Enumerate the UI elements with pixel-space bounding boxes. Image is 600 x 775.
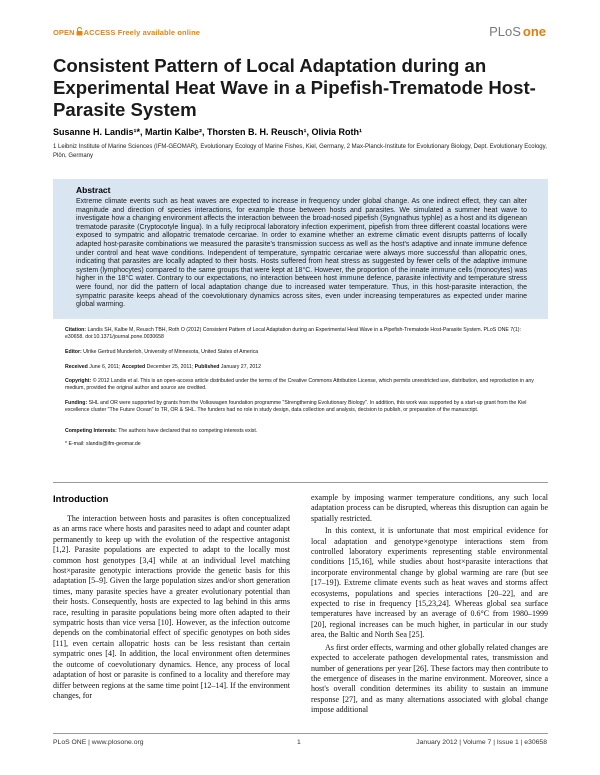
one-logo-text: one xyxy=(522,24,546,39)
accepted-label: Accepted xyxy=(121,364,146,370)
footer-issue: January 2012 | Volume 7 | Issue 1 | e30658 xyxy=(416,739,547,746)
article-title: Consistent Pattern of Local Adaptation during an Experimental Heat Wave in a Pipefish-Trematode Host-Parasite System xyxy=(53,55,536,120)
intro-paragraph-2: In this context, it is unfortunate that most empirical evidence for local adaptation and genotype×genotype interactions stem from controlled laboratory experiments representing stable environmental conditions [15,16], while studies about host×parasite interactions that incorporate environmental change by global warming are rare (but see [17–19]). Extreme climate events such as heat waves and storms affect ecosystems, populations and species interactions [20–22], and are expected to rise in frequency [15,23,24]. Whereas global sea surface temperatures have increased by an average of 0.6°C from 1980–1999 [20], regional increases can be much higher, in particular in our study area, the Baltic and North Sea [25]. xyxy=(311,526,548,640)
affiliations: 1 Leibniz Institute of Marine Sciences (IFM-GEOMAR), Evolutionary Ecology of Marine Fishes, Kiel, Germany, 2 Max-Planck-Institute for Evolutionary Biology, Dept. Evolutionary Ecology, Plön, Germany xyxy=(53,144,547,159)
citation-text: Landis SH, Kalbe M, Reusch TBH, Roth O (2012) Consistent Pattern of Local Adaptation during an Experimental Heat Wave in a Pipefish-Trematode Host-Parasite System. PLoS ONE 7(1): e30658. doi:10.1371/journal.pone.0030658 xyxy=(65,327,521,341)
intro-paragraph-3: As first order effects, warming and other globally related changes are expected to accelerate pathogen developmental rates, transmission and number of generations per year [26]. These factors may then contribute to the emergence of diseases in the marine environment. Moreover, since a host's overall condition determines its ability to sustain an immune response [27], and as many alternations associated with global change impose additional xyxy=(311,642,548,715)
plos-one-logo xyxy=(489,24,546,39)
plos-logo-text: PLoS xyxy=(489,24,521,39)
published-date: January 27, 2012 xyxy=(220,364,261,370)
received-date: June 6, 2011; xyxy=(89,364,121,370)
copyright-text: © 2012 Landis et al. This is an open-access article distributed under the terms of the Creative Commons Attribution License, which permits unrestricted use, distribution, and reproduction in any medium, provided the original author and source are credited. xyxy=(65,378,534,392)
received-label: Received xyxy=(65,364,88,370)
published-label: Published xyxy=(194,364,220,370)
copyright-line xyxy=(65,378,540,392)
accepted-date: December 25, 2011; xyxy=(146,364,194,370)
editor-line xyxy=(65,349,540,356)
footer-page-number: 1 xyxy=(297,739,301,746)
copyright-label: Copyright: xyxy=(65,378,92,384)
dates-line xyxy=(65,364,540,371)
abstract-text: Extreme climate events such as heat waves are expected to increase in frequency under global change. As one indirect effect, they can alter magnitude and direction of species interactions, for example those between hosts and parasites. We simulated a summer heat wave to investigate how a changing environment affects the interaction between the broad-nosed pipefish (Syngnathus typhle) as a host and its digenean trematode parasite (Cryptocotyle lingua). In a fully reciprocal laboratory infection experiment, pipefish from three different coastal locations were exposed to sympatric and allopatric trematode cercariae. In order to examine whether an extreme climatic event disrupts patterns of locally adapted host-parasite combinations we measured the parasite's transmission success as well as the host's adaptive and innate immune defence under control and heat wave conditions. Independent of temperature, sympatric cercariae were always more successful than allopatric ones, indicating that parasites are locally adapted to their hosts. Hosts suffered from heat stress as suggested by fewer cells of the adaptive immune system (lymphocytes) compared to the same groups that were kept at 18°C. However, the proportion of the innate immune cells (monocytes) was higher in the 18°C water. Contrary to our expectations, no interaction between host immune defence, parasite infectivity and temperature stress were found, nor did the pattern of local adaptation change due to increased water temperature. Thus, in this host-parasite interaction, the sympatric parasite keeps ahead of the coevolutionary dynamics across sites, even under increasing temperatures as expected under marine global warming. xyxy=(76,198,527,309)
intro-left-column: The interaction between hosts and parasites is often conceptualized as an arms race where hosts and parasites need to adapt and counter adapt permanently to keep up with the evolution of the respective antagonist [1,2]. Parasite populations are expected to adapt to the locally most common host genotypes [3,4] while at an individual level matching host×parasite genotypic interactions provide the genetic basis for this adaptation [5–9]. Given the large population sizes and/or short generation times, many parasite species have a greater evolutionary potential than their hosts. Consequently, hosts are expected to lag behind in this arms race, resulting in parasite populations being more often adapted to their sympatric hosts than vice versa [10]. However, as the infection outcome depends on the combinatorial effect of specific genotypes on both sides [11], even certain allopatric hosts can be less resistant than certain sympatric ones [4]. In addition, the local environment often determines the outcome of coevolutionary dynamics. Hence, any process of local adaptation of host or parasite is confined to a locality and therefore may differ between regions at the same time point [12–14]. If the environment changes, for xyxy=(53,514,290,700)
introduction-heading: Introduction xyxy=(53,494,109,505)
editor-text: Ulrike Gertrud Munderloh, University of Minnesota, United States of America xyxy=(83,349,259,355)
footer-journal: PLoS ONE | www.plosone.org xyxy=(53,739,144,746)
citation-line xyxy=(65,327,540,341)
intro-paragraph-1: example by imposing warmer temperature conditions, any such local adaptation process can be disrupted, whereas this disruption can again be spatially restricted. xyxy=(311,493,548,523)
freely-available-label: Freely available online xyxy=(117,28,201,37)
open-label: OPEN xyxy=(53,28,75,37)
competing-text: The authors have declared that no competing interests exist. xyxy=(118,428,258,434)
section-divider xyxy=(53,482,548,483)
abstract-heading: Abstract xyxy=(76,185,111,195)
access-label: ACCESS xyxy=(83,28,116,37)
funding-label: Funding: xyxy=(65,400,88,406)
editor-label: Editor: xyxy=(65,349,82,355)
competing-interests-line xyxy=(65,428,540,435)
footer-divider xyxy=(53,733,548,734)
author-list: Susanne H. Landis¹*, Martin Kalbe², Thorsten B. H. Reusch¹, Olivia Roth¹ xyxy=(53,127,363,137)
funding-line xyxy=(65,400,540,414)
open-lock-icon xyxy=(76,27,83,38)
citation-label: Citation: xyxy=(65,327,87,333)
intro-right-column xyxy=(311,493,548,716)
competing-label: Competing Interests: xyxy=(65,428,117,434)
email-line: * E-mail: slandis@ifm-geomar.de xyxy=(65,441,141,447)
funding-text: SHL and OR were supported by grants from the Volkswagen foundation programme "Strengthening Evolutionary Biology". In addition, this work was supported by a start-up grant from the Kiel excellence cluster "The Future Ocean" to TR, OR & SHL. The funders had no role in study design, data collection and analysis, decision to publish, or preparation of the manuscript. xyxy=(65,400,527,414)
open-access-banner xyxy=(53,27,200,38)
